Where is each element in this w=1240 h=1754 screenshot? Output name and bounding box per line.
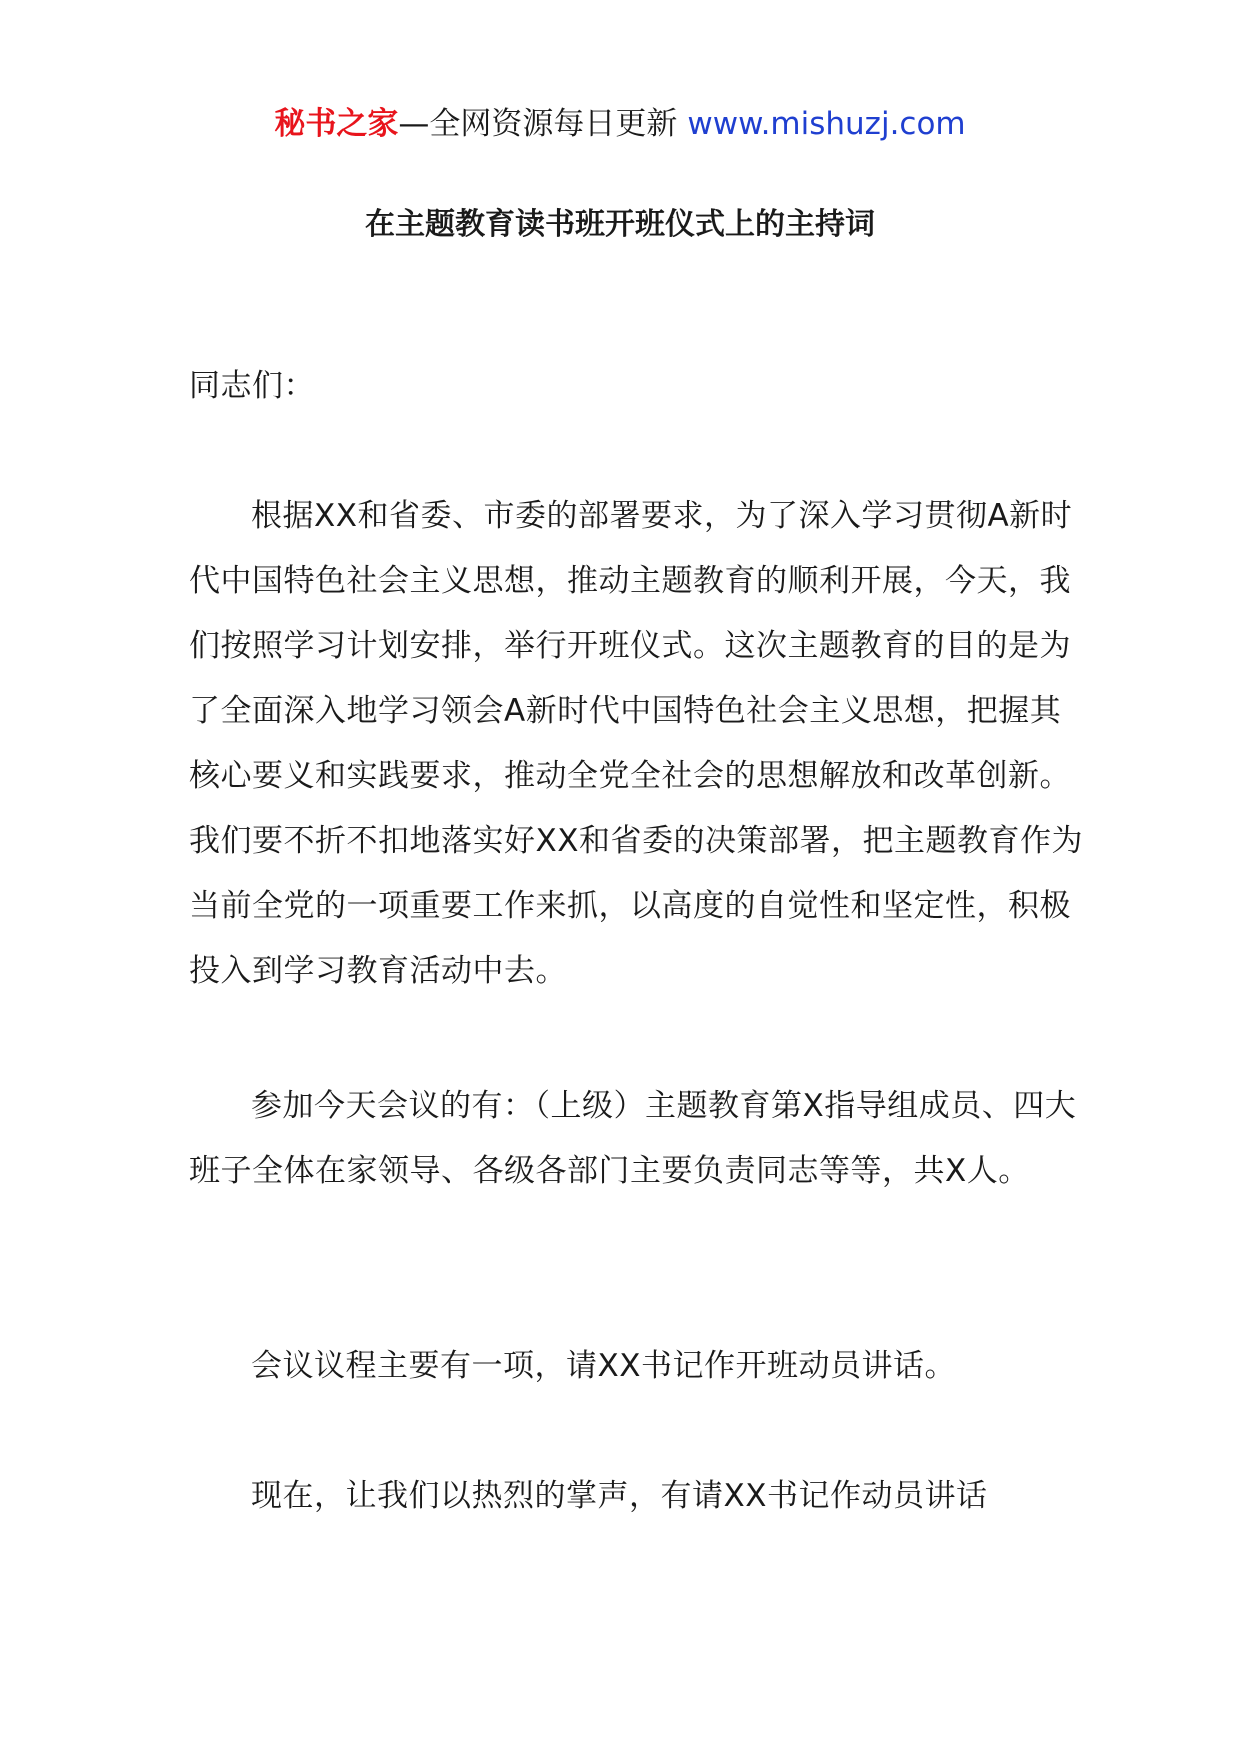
paragraph-attendees: 参加今天会议的有：（上级）主题教育第X指导组成员、四大班子全体在家领导、各级各部门主要负责同志等等，共X人。 [189,1088,1077,1189]
salutation: 同志们： [189,368,315,404]
header-slogan: —全网资源每日更新 [398,106,678,142]
paragraph-invitation: 现在，让我们以热烈的掌声，有请XX书记作动员讲话 [251,1478,988,1514]
paragraph-agenda: 会议议程主要有一项，请XX书记作开班动员讲话。 [251,1348,956,1384]
paragraph-intro: 根据XX和省委、市委的部署要求，为了深入学习贯彻A新时代中国特色社会主义思想，推动主题教育的顺利开展，今天，我们按照学习计划安排，举行开班仪式。这次主题教育的目的是为了全面深入地学习领会A新时代中国特色社会主义思想，把握其核心要义和实践要求，推动全党全社会的思想解放和改革创新。我们要不折不扣地落实好XX和省委的决策部署，把主题教育作为当前全党的一项重要工作来抓，以高度的自觉性和坚定性，积极投入到学习教育活动中去。 [189,498,1083,989]
website-link[interactable]: www.mishuzj.com [687,106,966,142]
page-header [0,104,1240,144]
brand-name: 秘书之家 [274,106,399,142]
document-title: 在主题教育读书班开班仪式上的主持词 [365,207,875,242]
